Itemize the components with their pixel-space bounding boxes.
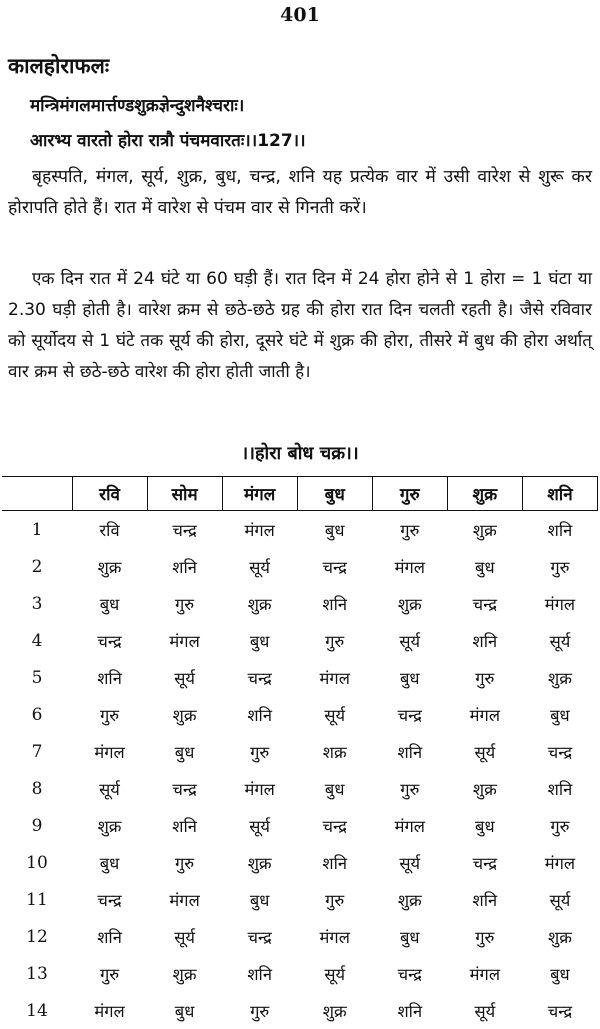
- table-row: [2, 696, 598, 733]
- planet-cell: शनि: [222, 696, 297, 733]
- table-row: [2, 992, 598, 1029]
- verse-line-1: मन्त्रिमंगलमार्त्तण्डशुक्रज्ञेन्दुशनैश्चराः।: [30, 93, 244, 116]
- planet-cell: शुक्र: [447, 511, 522, 549]
- planet-cell: सूर्य: [522, 622, 597, 659]
- planet-cell: बुध: [522, 696, 597, 733]
- planet-cell: चन्द्र: [72, 881, 147, 918]
- planet-cell: चन्द्र: [372, 696, 447, 733]
- planet-cell: शनि: [297, 585, 372, 622]
- table-row: [2, 955, 598, 992]
- planet-cell: शनि: [147, 807, 222, 844]
- planet-cell: शुक्र: [222, 844, 297, 881]
- row-number-cell: 4: [2, 622, 72, 659]
- planet-cell: शुक्र: [522, 918, 597, 955]
- table-header-row: [2, 477, 598, 511]
- planet-cell: चन्द्र: [147, 511, 222, 549]
- planet-cell: शनि: [222, 955, 297, 992]
- row-number-cell: 6: [2, 696, 72, 733]
- row-number-cell: 1: [2, 511, 72, 549]
- table-row: [2, 770, 598, 807]
- planet-cell: सूर्य: [447, 733, 522, 770]
- planet-cell: शनि: [372, 733, 447, 770]
- table-row: [2, 807, 598, 844]
- planet-cell: गुरु: [447, 918, 522, 955]
- planet-cell: गुरु: [222, 992, 297, 1029]
- planet-cell: शनि: [447, 622, 522, 659]
- planet-cell: चन्द्र: [447, 844, 522, 881]
- planet-cell: गुरु: [222, 733, 297, 770]
- planet-cell: शुक्र: [222, 585, 297, 622]
- planet-cell: गुरु: [72, 696, 147, 733]
- verse-line-2: आरभ्य वारतो होरा रात्रौ पंचमवारतः।।127।।: [30, 128, 306, 151]
- planet-cell: सूर्य: [522, 881, 597, 918]
- paragraph-2: एक दिन रात में 24 घंटे या 60 घड़ी हैं। रात दिन में 24 होरा होने से 1 होरा = 1 घंटा या 2.30 घड़ी होती है। वारेश क्रम से छठे-छठे ग्रह की होरा रात दिन चलती रहती है। जैसे रविवार को सूर्योदय से 1 घंटे तक सूर्य की होरा, दूसरे घंटे में शुक्र की होरा, तीसरे में बुध की होरा अर्थात् वार क्रम से छठे-छठे वारेश की होरा होती जाती है।: [8, 264, 592, 388]
- planet-cell: चन्द्र: [372, 955, 447, 992]
- table-row: [2, 881, 598, 918]
- planet-cell: शुक्र: [522, 659, 597, 696]
- row-number-cell: 9: [2, 807, 72, 844]
- row-number-cell: 3: [2, 585, 72, 622]
- header-cell: मंगल: [222, 477, 297, 511]
- planet-cell: सूर्य: [447, 992, 522, 1029]
- planet-cell: गुरु: [147, 585, 222, 622]
- planet-cell: बुध: [522, 955, 597, 992]
- planet-cell: बुध: [297, 770, 372, 807]
- planet-cell: शुक्र: [147, 955, 222, 992]
- planet-cell: चन्द्र: [147, 770, 222, 807]
- header-cell: शनि: [522, 477, 597, 511]
- planet-cell: सूर्य: [297, 955, 372, 992]
- planet-cell: बुध: [147, 992, 222, 1029]
- planet-cell: गुरु: [522, 807, 597, 844]
- planet-cell: मंगल: [522, 844, 597, 881]
- table-row: [2, 918, 598, 955]
- header-blank-cell: [2, 477, 72, 511]
- planet-cell: मंगल: [297, 918, 372, 955]
- planet-cell: शुक्र: [72, 548, 147, 585]
- planet-cell: सूर्य: [222, 548, 297, 585]
- planet-cell: चन्द्र: [297, 548, 372, 585]
- planet-cell: शक्र: [297, 733, 372, 770]
- header-cell: गुरु: [372, 477, 447, 511]
- table-row: [2, 659, 598, 696]
- planet-cell: सूर्य: [372, 844, 447, 881]
- chart-title: ।।होरा बोध चक्र।।: [0, 441, 600, 465]
- planet-cell: मंगल: [222, 770, 297, 807]
- table-row: [2, 511, 598, 549]
- hora-chart-table: [2, 476, 598, 1029]
- planet-cell: चन्द्र: [297, 807, 372, 844]
- planet-cell: शुक्र: [372, 881, 447, 918]
- planet-cell: मंगल: [447, 696, 522, 733]
- planet-cell: शनि: [297, 844, 372, 881]
- row-number-cell: 14: [2, 992, 72, 1029]
- page-number: 401: [0, 4, 600, 26]
- planet-cell: मंगल: [222, 511, 297, 549]
- planet-cell: शनि: [372, 992, 447, 1029]
- planet-cell: चन्द्र: [522, 992, 597, 1029]
- planet-cell: शुक्र: [297, 992, 372, 1029]
- planet-cell: चन्द्र: [222, 659, 297, 696]
- planet-cell: मंगल: [72, 992, 147, 1029]
- planet-cell: गुरु: [372, 770, 447, 807]
- planet-cell: सूर्य: [72, 770, 147, 807]
- paragraph-1: बृहस्पति, मंगल, सूर्य, शुक्र, बुध, चन्द्र, शनि यह प्रत्येक वार में उसी वारेश से शुरू कर होरापति होते हैं। रात में वारेश से पंचम वार से गिनती करें।: [8, 162, 592, 224]
- planet-cell: शनि: [522, 511, 597, 549]
- table-body: [2, 511, 598, 1029]
- planet-cell: चन्द्र: [522, 733, 597, 770]
- header-cell: सोम: [147, 477, 222, 511]
- planet-cell: बुध: [147, 733, 222, 770]
- row-number-cell: 11: [2, 881, 72, 918]
- planet-cell: गुरु: [297, 881, 372, 918]
- planet-cell: मंगल: [372, 807, 447, 844]
- planet-cell: शुक्र: [372, 585, 447, 622]
- planet-cell: चन्द्र: [447, 585, 522, 622]
- planet-cell: गुरु: [147, 844, 222, 881]
- table-row: [2, 548, 598, 585]
- planet-cell: मंगल: [447, 955, 522, 992]
- table-row: [2, 844, 598, 881]
- planet-cell: मंगल: [297, 659, 372, 696]
- planet-cell: रवि: [72, 511, 147, 549]
- row-number-cell: 2: [2, 548, 72, 585]
- planet-cell: बुध: [222, 622, 297, 659]
- planet-cell: गुरु: [297, 622, 372, 659]
- planet-cell: सूर्य: [147, 659, 222, 696]
- planet-cell: शनि: [72, 659, 147, 696]
- row-number-cell: 12: [2, 918, 72, 955]
- planet-cell: बुध: [447, 807, 522, 844]
- planet-cell: चन्द्र: [222, 918, 297, 955]
- planet-cell: बुध: [222, 881, 297, 918]
- table-row: [2, 733, 598, 770]
- header-cell: बुध: [297, 477, 372, 511]
- planet-cell: बुध: [372, 659, 447, 696]
- planet-cell: सूर्य: [222, 807, 297, 844]
- planet-cell: मंगल: [147, 622, 222, 659]
- planet-cell: सूर्य: [297, 696, 372, 733]
- section-heading: कालहोराफलः: [8, 52, 109, 80]
- planet-cell: चन्द्र: [72, 622, 147, 659]
- planet-cell: मंगल: [372, 548, 447, 585]
- planet-cell: गुरु: [522, 548, 597, 585]
- planet-cell: मंगल: [72, 733, 147, 770]
- planet-cell: शनि: [147, 548, 222, 585]
- row-number-cell: 7: [2, 733, 72, 770]
- planet-cell: बुध: [447, 548, 522, 585]
- planet-cell: सूर्य: [372, 622, 447, 659]
- planet-cell: शुक्र: [147, 696, 222, 733]
- table-row: [2, 622, 598, 659]
- header-cell: रवि: [72, 477, 147, 511]
- planet-cell: बुध: [372, 918, 447, 955]
- planet-cell: गुरु: [72, 955, 147, 992]
- planet-cell: शनि: [72, 918, 147, 955]
- row-number-cell: 5: [2, 659, 72, 696]
- planet-cell: शुक्र: [447, 770, 522, 807]
- planet-cell: मंगल: [522, 585, 597, 622]
- planet-cell: गुरु: [447, 659, 522, 696]
- planet-cell: शनि: [447, 881, 522, 918]
- header-cell: शुक्र: [447, 477, 522, 511]
- planet-cell: बुध: [72, 844, 147, 881]
- planet-cell: मंगल: [147, 881, 222, 918]
- planet-cell: बुध: [72, 585, 147, 622]
- planet-cell: बुध: [297, 511, 372, 549]
- row-number-cell: 8: [2, 770, 72, 807]
- planet-cell: शनि: [522, 770, 597, 807]
- planet-cell: गुरु: [372, 511, 447, 549]
- planet-cell: शुक्र: [72, 807, 147, 844]
- row-number-cell: 10: [2, 844, 72, 881]
- row-number-cell: 13: [2, 955, 72, 992]
- table-row: [2, 585, 598, 622]
- planet-cell: सूर्य: [147, 918, 222, 955]
